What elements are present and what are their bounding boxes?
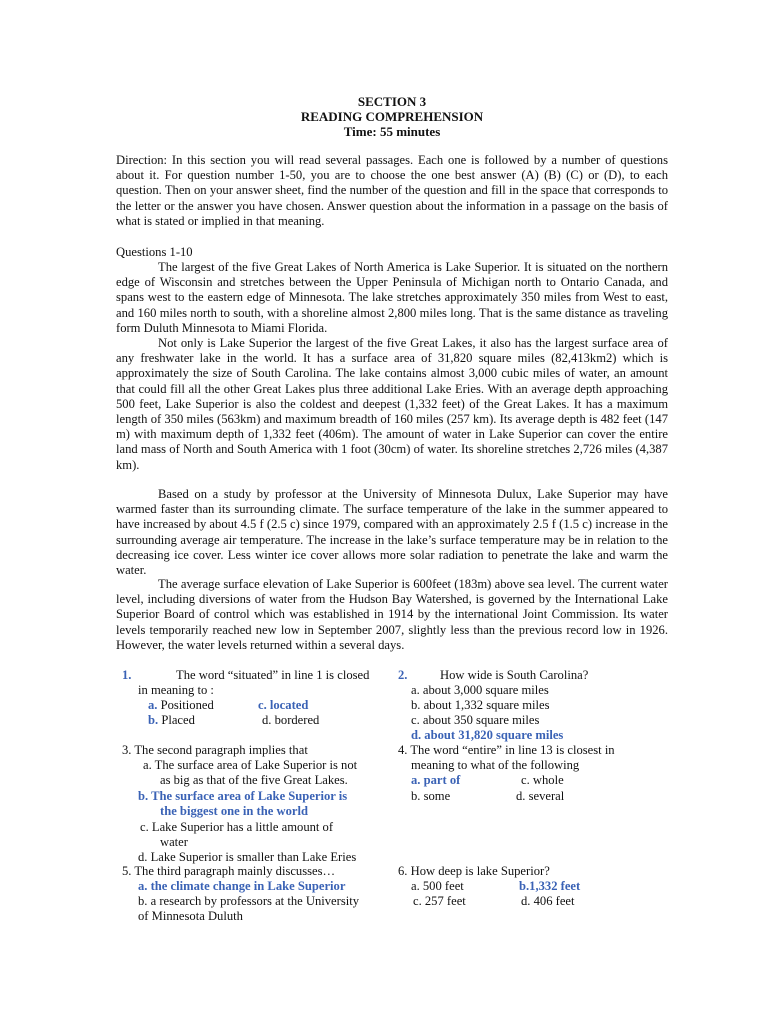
- q1-option-a[interactable]: a. Positioned: [148, 698, 214, 712]
- q6-option-c[interactable]: c. 257 feet: [413, 894, 466, 908]
- q1-stem-line1: The word “situated” in line 1 is closed: [176, 668, 370, 682]
- q3-option-a-line2[interactable]: as big as that of the five Great Lakes.: [160, 773, 348, 787]
- direction-text: Direction: In this section you will read several passages. Each one is followed by a number of questions about it. For question number 1-50, you are to choose the one best answer (A) (B) (C) or (D), to each question. Then on your answer sheet, find the number of the question and fill in the space that corresponds to the letter or the answer you have chosen. Answer question about the information in a passage on the basis of what is stated or implied in that meaning.: [116, 153, 668, 228]
- q3-option-a-line1[interactable]: a. The surface area of Lake Superior is not: [143, 758, 358, 772]
- page-title: READING COMPREHENSION: [300, 109, 484, 124]
- passage-paragraph-2: Not only is Lake Superior the largest of the five Great Lakes, it also has the largest surface area of any freshwater lake in the world. It has a surface area of 31,820 square miles (82,413km2) which is approximately the size of South Carolina. The lake contains almost 3,000 cubic miles of water, an amount that could fill all the other Great Lakes plus three additional Lake Eries. With an average depth approaching 500 feet, Lake Superior is also the coldest and deepest (1,332 feet) of the Great Lakes. It has a maximum length of 350 miles (563km) and maximum breadth of 160 miles (257 km). Its average depth is 482 feet (147 m) with maximum depth of 1,332 feet (406m). The amount of water in Lake Superior can cover the entire land mass of North and South America with 1 foot (30cm) of water. Its shoreline stretches 2,726 miles (4,387 km).: [116, 336, 668, 472]
- q6-stem: 6. How deep is lake Superior?: [398, 864, 550, 878]
- time-limit: Time: 55 minutes: [343, 124, 441, 139]
- q2-option-c[interactable]: c. about 350 square miles: [411, 713, 540, 727]
- q1-option-c[interactable]: c. located: [258, 698, 309, 712]
- questions-range: Questions 1-10: [116, 245, 193, 259]
- passage-paragraph-3: Based on a study by professor at the University of Minnesota Dulux, Lake Superior may have warmed faster than its surrounding climate. The surface temperature of the lake in the summer appeared to have increased by about 4.5 f (2.5 c) since 1979, compared with an approximately 2.5 f (1.5 c) increase in the surrounding average air temperature. The increase in the lake’s surface temperature may be in relation to the decreasing ice cover. Less winter ice cover allows more solar radiation to penetrate the lake and warm the water.: [116, 487, 668, 578]
- q4-option-c[interactable]: c. whole: [521, 773, 564, 787]
- q3-option-d[interactable]: d. Lake Superior is smaller than Lake Eries: [138, 850, 357, 864]
- passage-paragraph-4: The average surface elevation of Lake Superior is 600feet (183m) above sea level. The current water level, including diversions of water from the Hudson Bay Watershed, is governed by the International Lake Superior Board of control which was established in 1914 by the international Joint Commission. Its water levels temporarily reached new low in September 2007, slightly less than the previous record low in 1926. However, the water levels returned within a several days.: [116, 577, 668, 652]
- q4-option-a[interactable]: a. part of: [411, 773, 461, 787]
- q5-option-a[interactable]: a. the climate change in Lake Superior: [138, 879, 346, 893]
- q1-option-d[interactable]: d. bordered: [262, 713, 320, 727]
- q2-stem: How wide is South Carolina?: [440, 668, 589, 682]
- q4-stem-line1: 4. The word “entire” in line 13 is closest in: [398, 743, 615, 757]
- q3-option-c-line2[interactable]: water: [160, 835, 188, 849]
- q5-stem: 5. The third paragraph mainly discusses…: [122, 864, 336, 878]
- q3-stem: 3. The second paragraph implies that: [122, 743, 308, 757]
- q6-option-d[interactable]: d. 406 feet: [521, 894, 575, 908]
- q6-option-b[interactable]: b.1,332 feet: [519, 879, 581, 893]
- q3-option-b-line2[interactable]: the biggest one in the world: [160, 804, 308, 818]
- q3-option-b-line1[interactable]: b. The surface area of Lake Superior is: [138, 789, 348, 803]
- q1-option-b[interactable]: b. Placed: [148, 713, 195, 727]
- section-heading: SECTION 3: [357, 94, 427, 109]
- q3-option-c-line1[interactable]: c. Lake Superior has a little amount of: [140, 820, 334, 834]
- q2-option-a[interactable]: a. about 3,000 square miles: [411, 683, 549, 697]
- q4-stem-line2: meaning to what of the following: [411, 758, 580, 772]
- q1-number: 1.: [122, 668, 132, 682]
- q2-option-b[interactable]: b. about 1,332 square miles: [411, 698, 550, 712]
- passage-paragraph-1: The largest of the five Great Lakes of North America is Lake Superior. It is situated on the northern edge of Wisconsin and stretches between the Upper Peninsula of Michigan north to Ontario Canada, and spans west to the eastern edge of Minnesota. The lake stretches approximately 350 miles from West to east, and 160 miles north to south, with a shoreline almost 2,800 miles long. That is the same distance as traveling form Duluth Minnesota to Miami Florida.: [116, 260, 668, 335]
- q1-stem-line2: in meaning to :: [138, 683, 214, 697]
- q6-option-a[interactable]: a. 500 feet: [411, 879, 464, 893]
- q4-option-d[interactable]: d. several: [516, 789, 565, 803]
- q4-option-b[interactable]: b. some: [411, 789, 451, 803]
- q2-option-d[interactable]: d. about 31,820 square miles: [411, 728, 564, 742]
- q2-number: 2.: [398, 668, 408, 682]
- q5-option-b-line2[interactable]: of Minnesota Duluth: [138, 909, 243, 923]
- q5-option-b-line1[interactable]: b. a research by professors at the University: [138, 894, 360, 908]
